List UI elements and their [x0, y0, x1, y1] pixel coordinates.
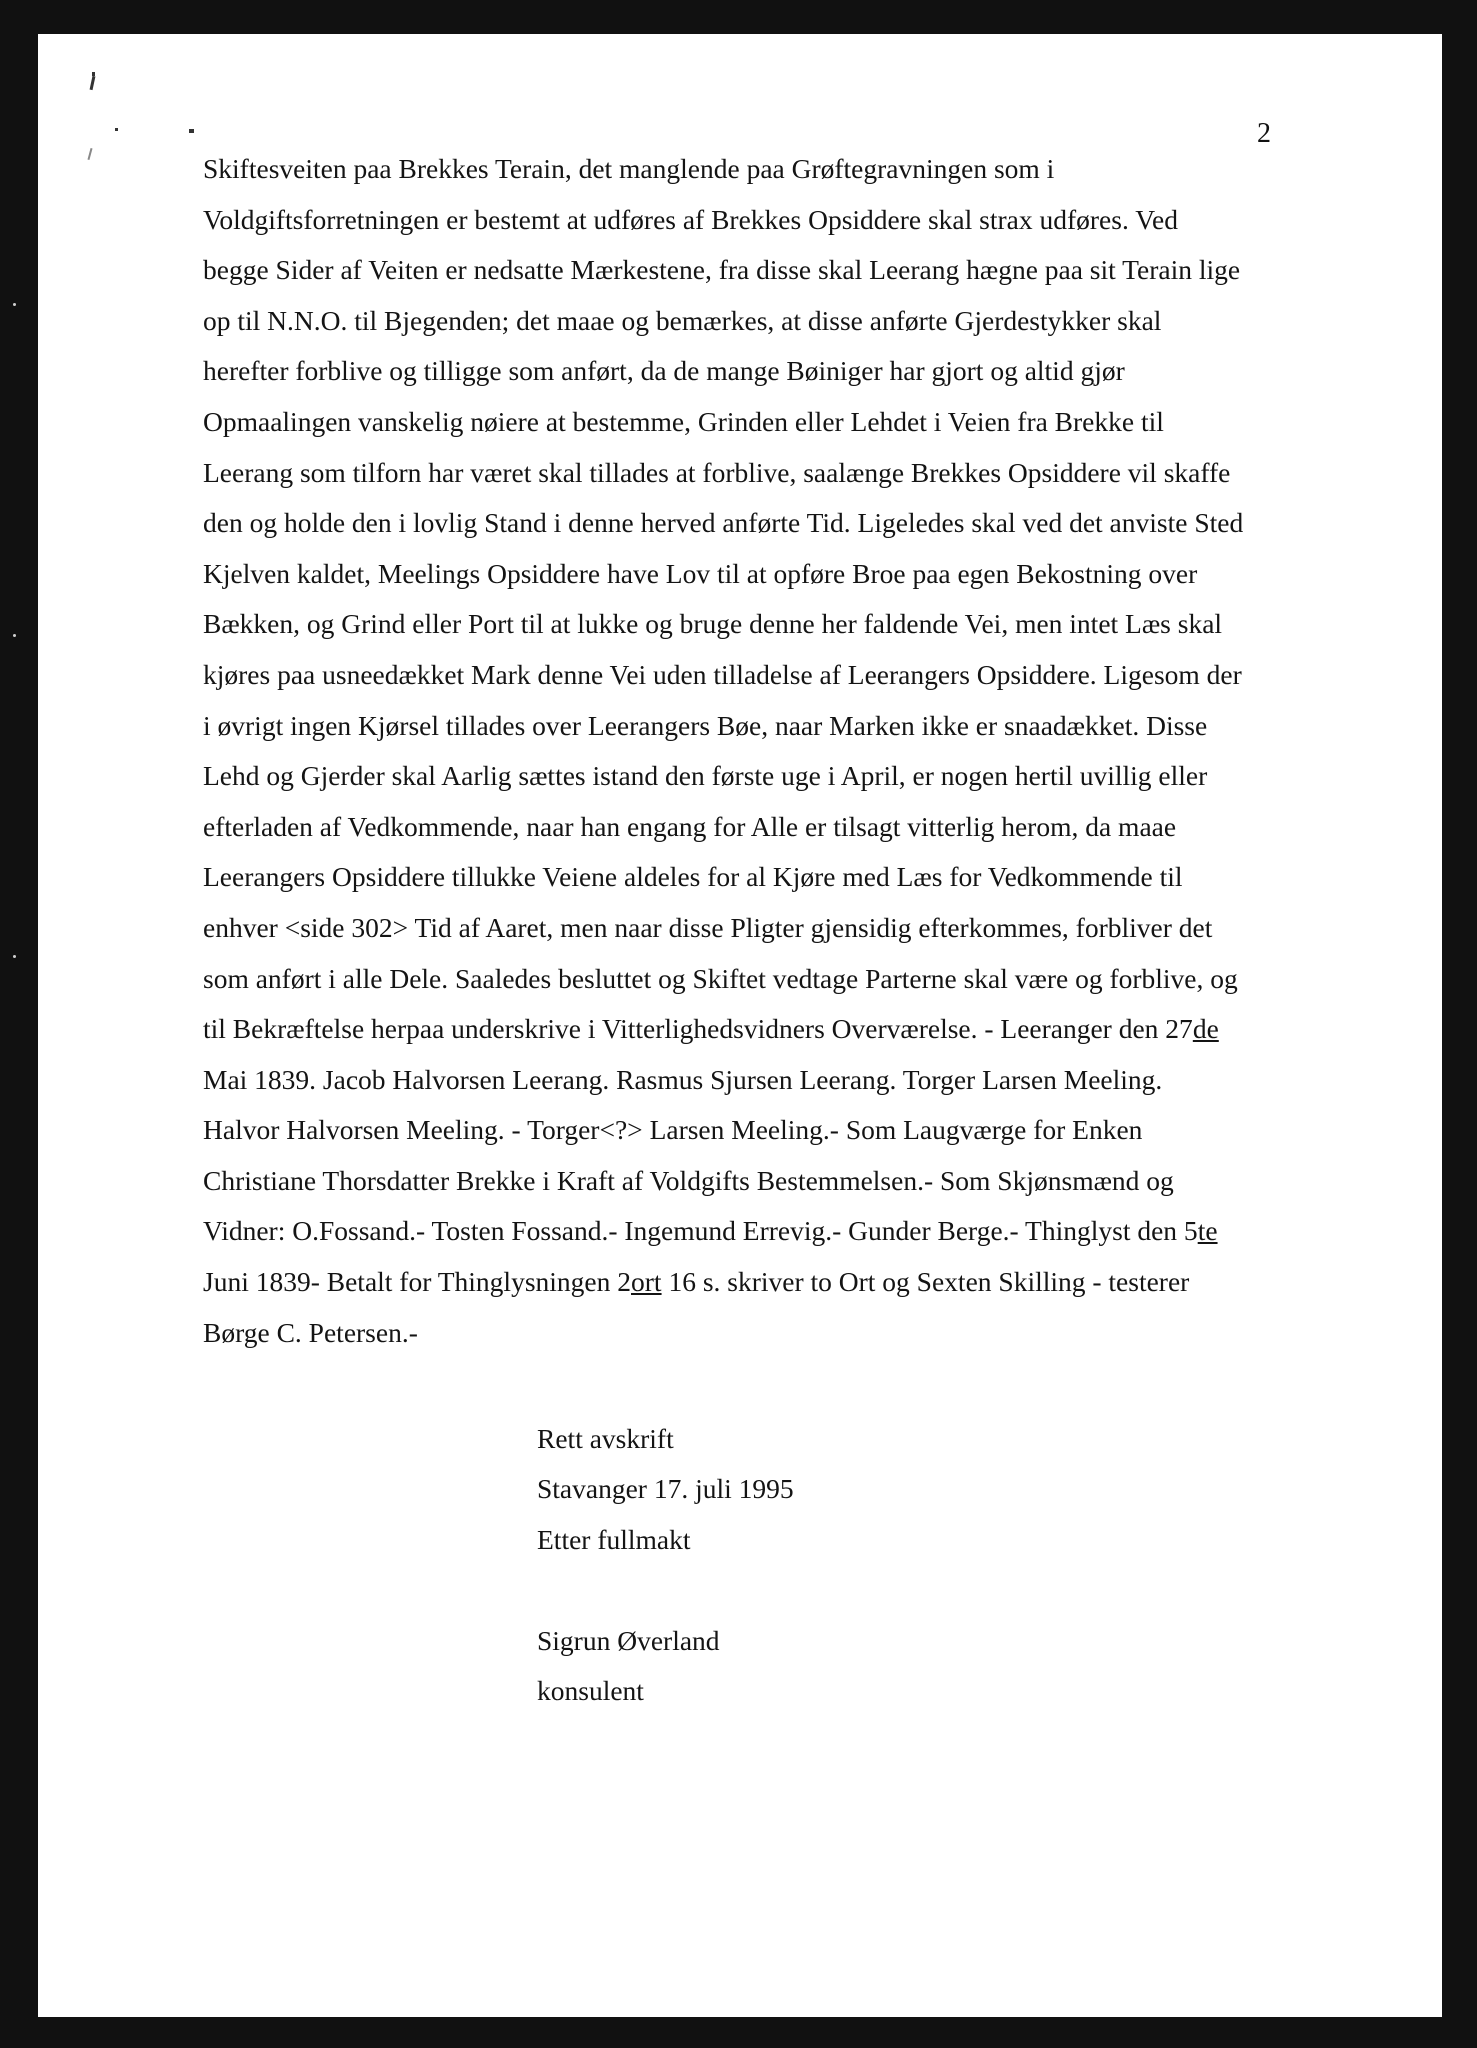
closing-place-date: Stavanger 17. juli 1995: [537, 1473, 794, 1505]
text-line: [203, 549, 1323, 600]
signatory-name: Sigrun Øverland: [537, 1624, 720, 1656]
closing-block: [537, 1414, 794, 1716]
text-line-main: til Bekræftelse herpaa underskrive i Vitterlighedsvidners Overværelse. - Leeranger den 27: [203, 1013, 1193, 1045]
text-line-main: den og holde den i lovlig Stand i denne herved anførte Tid. Ligeledes skal ved det anviste Sted: [203, 507, 1244, 539]
text-line-main: som anført i alle Dele. Saaledes besluttet og Skiftet vedtage Parterne skal være og forblive, og: [203, 962, 1238, 994]
text-line-main: kjøres paa usneedækket Mark denne Vei uden tilladelse af Leerangers Opsiddere. Ligesom der: [203, 658, 1242, 690]
text-line: [203, 144, 1323, 195]
scan-speck: [13, 303, 16, 306]
text-line: [203, 1004, 1323, 1055]
text-line-main: op til N.N.O. til Bjegenden; det maae og bemærkes, at disse anførte Gjerdestykker skal: [203, 304, 1162, 336]
text-line-main: Kjelven kaldet, Meelings Opsiddere have Lov til at opføre Broe paa egen Bekostning over: [203, 557, 1198, 589]
text-line: [203, 448, 1323, 499]
text-line: [203, 852, 1323, 903]
text-line: [203, 397, 1323, 448]
text-line-main: Halvor Halvorsen Meeling. - Torger<?> Larsen Meeling.- Som Laugværge for Enken: [203, 1114, 1143, 1146]
signatory-title: konsulent: [537, 1674, 644, 1706]
closing-certification: Rett avskrift: [537, 1423, 674, 1454]
text-line: [203, 903, 1323, 954]
underlined-suffix: ort: [631, 1266, 662, 1298]
text-line-rest: 16 s. skriver to Ort og Sexten Skilling - testerer: [661, 1266, 1190, 1298]
text-line: [203, 701, 1323, 752]
text-line-main: i øvrigt ingen Kjørsel tillades over Leerangers Bøe, naar Marken ikke er snaadækket. Disse: [203, 709, 1208, 741]
text-line: [203, 1257, 1323, 1308]
text-line-main: Voldgiftsforretningen er bestemt at udføres af Brekkes Opsiddere skal strax udføres. Ved: [203, 203, 1178, 235]
text-line-main: Vidner: O.Fossand.- Tosten Fossand.- Ingemund Errevig.- Gunder Berge.- Thinglyst den 5: [203, 1215, 1198, 1247]
text-line: [203, 296, 1323, 347]
text-line: [203, 195, 1323, 246]
text-line-main: Skiftesveiten paa Brekkes Terain, det manglende paa Grøftegravningen som i: [203, 153, 1055, 184]
text-line-main: enhver <side 302> Tid af Aaret, men naar disse Pligter gjensidig efterkommes, forbliver det: [203, 911, 1213, 943]
text-line-main: Leerangers Opsiddere tillukke Veiene aldeles for al Kjøre med Læs for Vedkommende til: [203, 861, 1183, 893]
text-line: [203, 1206, 1323, 1257]
text-line-main: Opmaalingen vanskelig nøiere at bestemme, Grinden eller Lehdet i Veien fra Brekke til: [203, 405, 1164, 437]
text-line: [203, 498, 1323, 549]
text-line-main: Juni 1839- Betalt for Thinglysningen 2: [203, 1266, 631, 1298]
text-line-main: Lehd og Gjerder skal Aarlig sættes istand den første uge i April, er nogen hertil uvillig eller: [203, 760, 1208, 792]
text-line: [203, 1055, 1323, 1106]
text-line: [203, 1156, 1323, 1207]
text-line: [203, 1105, 1323, 1156]
scan-speck: [13, 634, 16, 637]
scan-speck: [13, 955, 16, 958]
text-line: [203, 751, 1323, 802]
text-line: [203, 650, 1323, 701]
scan-mark: [92, 72, 95, 76]
text-line: [203, 954, 1323, 1005]
text-line-main: Børge C. Petersen.-: [203, 1316, 418, 1348]
scan-mark: [87, 148, 92, 160]
text-line-main: Mai 1839. Jacob Halvorsen Leerang. Rasmus Sjursen Leerang. Torger Larsen Meeling.: [203, 1063, 1163, 1095]
text-line: [203, 245, 1323, 296]
text-line: [203, 599, 1323, 650]
underlined-suffix: de: [1192, 1013, 1219, 1045]
text-line: [203, 1308, 1323, 1359]
text-line: [203, 346, 1323, 397]
page-number: 2: [1257, 118, 1271, 149]
scan-mark: [90, 76, 96, 90]
text-line-main: Christiane Thorsdatter Brekke i Kraft af Voldgifts Bestemmelsen.- Som Skjønsmænd og: [203, 1164, 1174, 1196]
scan-mark: [115, 128, 118, 131]
text-line: [203, 802, 1323, 853]
text-line-main: herefter forblive og tilligge som anført, da de mange Bøiniger har gjort og altid gjør: [203, 355, 1125, 387]
closing-authority: Etter fullmakt: [537, 1523, 691, 1555]
underlined-suffix: te: [1197, 1215, 1218, 1247]
text-line-main: Bækken, og Grind eller Port til at lukke og bruge denne her faldende Vei, men intet Læs skal: [203, 608, 1223, 640]
body-text: [203, 144, 1323, 1358]
scan-mark: [189, 129, 194, 133]
text-line-main: efterladen af Vedkommende, naar han engang for Alle er tilsagt vitterlig herom, da maae: [203, 810, 1177, 842]
text-line-main: Leerang som tilforn har været skal tillades at forblive, saalænge Brekkes Opsiddere vil skaffe: [203, 456, 1231, 488]
text-line-main: begge Sider af Veiten er nedsatte Mærkestene, fra disse skal Leerang hægne paa sit Terain lige: [203, 254, 1241, 286]
